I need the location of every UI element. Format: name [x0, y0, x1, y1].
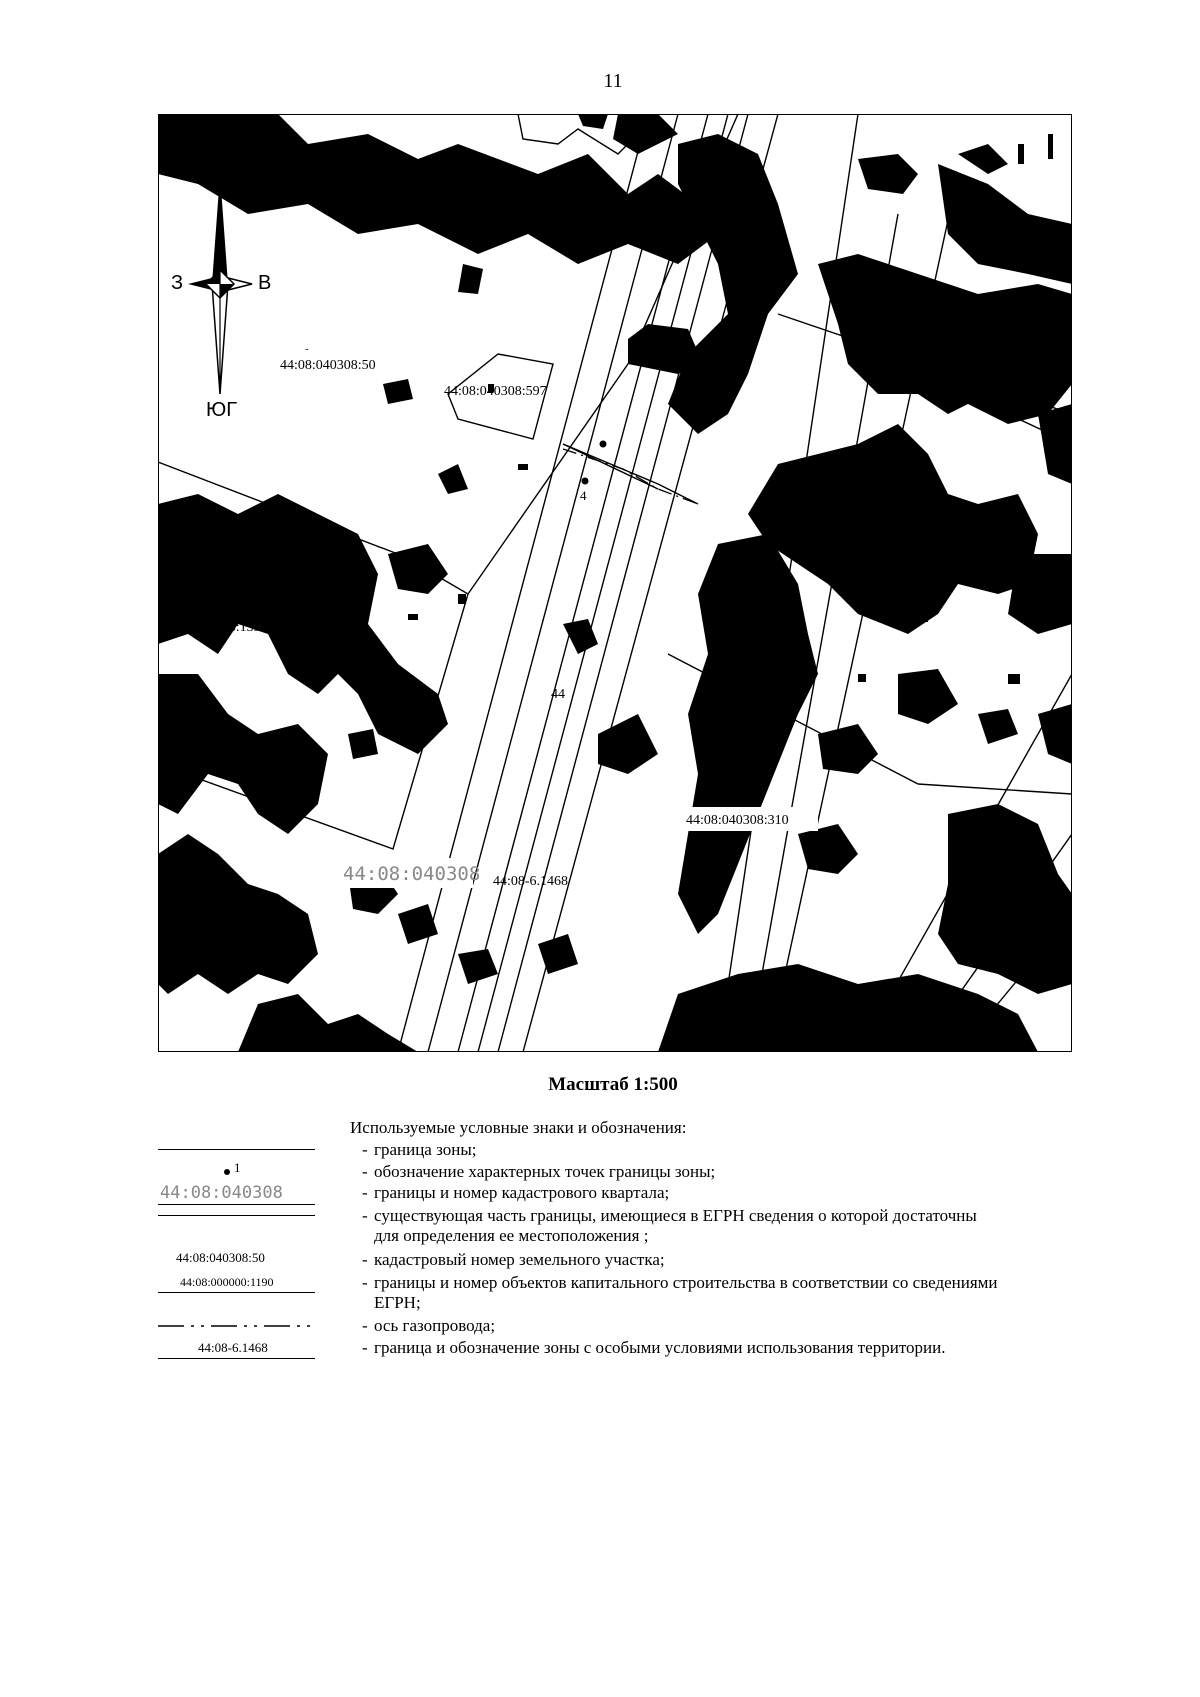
legend-item-boundary-point: 1 - обозначение характерных точек границы зоны; [158, 1162, 1118, 1182]
quarter-label: 44:08:040308 [343, 863, 481, 885]
legend-title: Используемые условные знаки и обозначения: [350, 1118, 687, 1137]
vegetation-layer [158, 114, 1072, 1052]
legend-text: границы и номер кадастрового квартала; [374, 1183, 670, 1202]
zone-boundary-symbol [158, 1140, 315, 1160]
parcel-label-310: 44:08:040308:310 [686, 813, 789, 828]
legend-text: границы и номер объектов капитального строительства в соответствии со сведениями [374, 1273, 998, 1292]
legend-text: граница зоны; [374, 1140, 477, 1159]
point-label-4: 4 [580, 488, 587, 503]
capital-object-label: 44:08:000000:1190 [180, 1275, 274, 1289]
legend-item-cadastral-quarter: 44:08:040308 - границы и номер кадастрового квартала; [160, 1183, 670, 1203]
cadastral-map[interactable] [158, 114, 1072, 1052]
legend-text: граница и обозначение зоны с особыми условиями использования территории. [374, 1338, 946, 1357]
existing-boundary-symbol [158, 1206, 315, 1246]
legend-item-parcel-number: 44:08:040308:50 - кадастровый номер земельного участка; [158, 1250, 1118, 1270]
special-zone-label: 44:08-6.1468 [198, 1340, 268, 1355]
parcel-label-50: 44:08:040308:50 [280, 358, 376, 373]
compass-east: В [258, 272, 272, 294]
quarter-symbol-label: 44:08:040308 [160, 1183, 283, 1203]
boundary-point[interactable] [600, 441, 607, 448]
legend-item-capital-objects: 44:08:000000:1190 - границы и номер объектов капитального строительства в соответствии со сведениями ЕГРН; [158, 1273, 1118, 1313]
parcel-symbol-label: 44:08:040308:50 [176, 1250, 265, 1265]
legend-text: обозначение характерных точек границы зоны; [374, 1162, 716, 1181]
legend-item-special-zone: 44:08-6.1468 - граница и обозначение зоны с особыми условиями использования территории. [158, 1338, 1118, 1360]
point-dot-icon [224, 1169, 230, 1175]
dash-dot-line-icon [158, 1316, 315, 1336]
legend-item-gas-pipeline: - ось газопровода; [158, 1316, 1118, 1336]
legend-text: существующая часть границы, имеющиеся в ЕГРН сведения о которой достаточны [374, 1206, 977, 1225]
compass-west: З [171, 272, 184, 294]
boundary-point-4[interactable] [582, 478, 589, 485]
map-scale: Масштаб 1:500 [548, 1074, 678, 1095]
parcel-label-139: 44:08:040308:139 [158, 620, 261, 635]
legend-item-zone-boundary: - граница зоны; [158, 1140, 1118, 1160]
special-zone-symbol [158, 1338, 315, 1360]
parcel-number-symbol [158, 1250, 315, 1270]
page-number: 11 [603, 70, 623, 92]
parcel-label-597: 44:08:040308:597 [444, 384, 547, 399]
legend-text: ось газопровода; [374, 1316, 496, 1335]
map-canvas [158, 114, 1072, 1052]
capital-object-symbol [158, 1273, 315, 1313]
legend-text: кадастровый номер земельного участка; [374, 1250, 665, 1269]
compass-south: ЮГ [206, 399, 238, 421]
partial-label: 44 [551, 687, 565, 702]
point-number: 1 [234, 1160, 241, 1175]
zone-label: 44:08-6.1468 [493, 874, 569, 889]
gas-pipeline-symbol [158, 1316, 315, 1336]
legend-item-existing-boundary: - существующая часть границы, имеющиеся в ЕГРН сведения о которой достаточны для определения ее местоположения ; [158, 1206, 1118, 1246]
cadastral-quarter-symbol [158, 1183, 315, 1205]
legend-text-continued: ЕГРН; [374, 1293, 421, 1312]
boundary-point-symbol [158, 1162, 315, 1182]
legend-text-continued: для определения ее местоположения ; [374, 1226, 649, 1245]
